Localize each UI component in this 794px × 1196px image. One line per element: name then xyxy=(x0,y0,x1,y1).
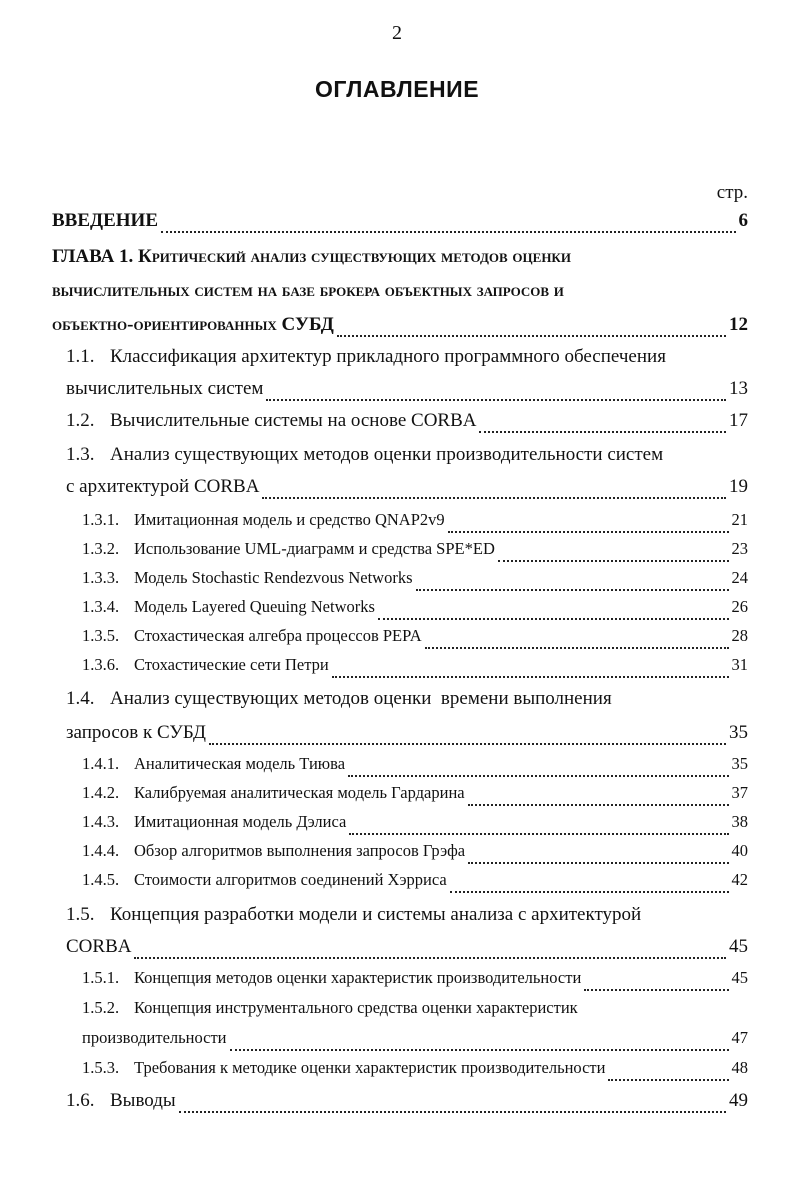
toc-entry-text: Стохастические сети Петри xyxy=(134,655,329,674)
toc-entry-number: 1.3.6. xyxy=(82,655,120,674)
toc-entry-text: Модель Layered Queuing Networks xyxy=(134,597,375,616)
toc-entry-page: 47 xyxy=(731,1028,748,1047)
toc-entry-text: вычислительных систем на базе брокера объектных запросов и xyxy=(52,280,564,301)
toc-entry-1-2[interactable] xyxy=(66,410,748,438)
dot-leader xyxy=(348,774,728,777)
toc-entry-1-4-4[interactable] xyxy=(82,841,748,869)
dot-leader xyxy=(584,988,728,991)
toc-entry-page: 40 xyxy=(731,841,748,860)
toc-entry-1-4-2[interactable] xyxy=(82,783,748,811)
toc-entry-text: Стохастическая алгебра процессов PEPA xyxy=(134,626,422,645)
toc-entry-page: 26 xyxy=(731,597,748,616)
toc-entry-1-5-2-line-1[interactable] xyxy=(82,998,748,1026)
toc-entry-1-3-3[interactable] xyxy=(82,568,748,596)
toc-entry-1-3-5[interactable] xyxy=(82,626,748,654)
toc-entry-number: 1.5.3. xyxy=(82,1058,120,1077)
dot-leader xyxy=(608,1078,728,1081)
dot-leader xyxy=(448,530,729,533)
toc-entry-page: 45 xyxy=(729,936,748,957)
dot-leader xyxy=(479,430,726,433)
toc-entry-1-1-line-2[interactable] xyxy=(66,378,748,406)
toc-entry-number: 1.5. xyxy=(66,904,95,925)
toc-entry-chapter-1-line-2[interactable] xyxy=(52,280,748,308)
toc-entry-text: Выводы xyxy=(110,1090,176,1111)
toc-entry-text: запросов к СУБД xyxy=(66,722,206,743)
dot-leader xyxy=(416,588,729,591)
toc-entry-page: 23 xyxy=(731,539,748,558)
toc-entry-text: Концепция методов оценки характеристик производительности xyxy=(134,968,582,987)
page-column-label: стр. xyxy=(716,182,748,203)
toc-entry-text: Обзор алгоритмов выполнения запросов Грэфа xyxy=(134,841,466,860)
toc-entry-text: Использование UML-диаграмм и средства SPE*ED xyxy=(134,539,495,558)
toc-entry-page: 17 xyxy=(729,410,748,431)
dot-leader xyxy=(134,956,726,959)
toc-entry-number: 1.4. xyxy=(66,688,95,709)
toc-entry-1-3-4[interactable] xyxy=(82,597,748,625)
dot-leader xyxy=(230,1048,729,1051)
dot-leader xyxy=(209,742,726,745)
toc-entry-number: 1.6. xyxy=(66,1090,95,1111)
toc-entry-text: Имитационная модель и средство QNAP2v9 xyxy=(134,510,445,529)
toc-entry-text: Концепция разработки модели и системы анализа с архитектурой xyxy=(110,904,642,925)
toc-entry-number: 1.3.2. xyxy=(82,539,120,558)
toc-entry-text: CORBA xyxy=(66,936,132,957)
toc-entry-number: 1.2. xyxy=(66,410,95,431)
toc-entry-page: 37 xyxy=(731,783,748,802)
dot-leader xyxy=(450,890,729,893)
toc-entry-1-4-line-2[interactable] xyxy=(66,722,748,750)
toc-entry-1-5-line-1[interactable] xyxy=(66,904,748,932)
toc-entry-1-4-3[interactable] xyxy=(82,812,748,840)
toc-entry-text: Стоимости алгоритмов соединений Хэрриса xyxy=(134,870,447,889)
dot-leader xyxy=(425,646,729,649)
page-number: 2 xyxy=(392,22,402,44)
toc-entry-1-3-1[interactable] xyxy=(82,510,748,538)
toc-entry-number: 1.4.5. xyxy=(82,870,120,889)
toc-entry-page: 48 xyxy=(731,1058,748,1077)
toc-entry-text: Имитационная модель Дэлиса xyxy=(134,812,347,831)
toc-entry-number: 1.4.3. xyxy=(82,812,120,831)
toc-entry-text: Концепция инструментального средства оценки характеристик xyxy=(134,998,578,1017)
dot-leader xyxy=(161,230,736,233)
toc-entry-1-6[interactable] xyxy=(66,1090,748,1118)
toc-entry-1-4-line-1[interactable] xyxy=(66,688,748,716)
toc-entry-1-4-1[interactable] xyxy=(82,754,748,782)
toc-entry-chapter-1-line-1[interactable] xyxy=(52,246,748,274)
toc-entry-intro[interactable] xyxy=(52,210,748,238)
toc-entry-page: 45 xyxy=(731,968,748,987)
toc-entry-number: 1.3.5. xyxy=(82,626,120,645)
toc-entry-text: Вычислительные системы на основе CORBA xyxy=(110,410,477,431)
toc-entry-page: 21 xyxy=(731,510,748,529)
toc-entry-text: Модель Stochastic Rendezvous Networks xyxy=(134,568,413,587)
toc-entry-page: 38 xyxy=(731,812,748,831)
toc-entry-text: Калибруемая аналитическая модель Гардарина xyxy=(134,783,465,802)
toc-entry-page: 35 xyxy=(729,722,748,743)
toc-entry-number: 1.5.1. xyxy=(82,968,120,987)
dot-leader xyxy=(337,334,726,337)
toc-entry-text: Анализ существующих методов оценки производительности систем xyxy=(110,444,664,465)
dot-leader xyxy=(468,803,729,806)
toc-entry-page: 49 xyxy=(729,1090,748,1111)
toc-entry-number: 1.3.4. xyxy=(82,597,120,616)
toc-entry-1-5-2-line-2[interactable] xyxy=(82,1028,748,1056)
dot-leader xyxy=(349,832,728,835)
toc-entry-text: производительности xyxy=(82,1028,227,1047)
toc-entry-number: 1.4.2. xyxy=(82,783,120,802)
dot-leader xyxy=(468,861,728,864)
toc-entry-1-5-line-2[interactable] xyxy=(66,936,748,964)
toc-entry-text: Анализ существующих методов оценки времени выполнения xyxy=(110,688,612,709)
toc-entry-number: 1.3.1. xyxy=(82,510,120,529)
dot-leader xyxy=(262,496,726,499)
page-title: ОГЛАВЛЕНИЕ xyxy=(314,76,480,102)
toc-entry-1-5-3[interactable] xyxy=(82,1058,748,1086)
dot-leader xyxy=(179,1110,726,1113)
toc-entry-page: 35 xyxy=(731,754,748,773)
toc-entry-1-4-5[interactable] xyxy=(82,870,748,898)
toc-entry-1-3-6[interactable] xyxy=(82,655,748,683)
toc-entry-text: Классификация архитектур прикладного программного обеспечения xyxy=(110,346,666,367)
dot-leader xyxy=(266,398,726,401)
toc-entry-text: вычислительных систем xyxy=(66,378,264,399)
toc-entry-1-1-line-1[interactable] xyxy=(66,346,748,374)
toc-entry-text: ВВЕДЕНИЕ xyxy=(52,210,158,231)
toc-entry-chapter-1-line-3[interactable] xyxy=(52,314,748,342)
toc-entry-page: 19 xyxy=(729,476,748,497)
toc-entry-number: 1.3.3. xyxy=(82,568,120,587)
toc-entry-number: 1.4.4. xyxy=(82,841,120,860)
toc-entry-1-3-2[interactable] xyxy=(82,539,748,567)
dot-leader xyxy=(378,617,729,620)
toc-entry-text: объектно-ориентированных СУБД xyxy=(52,314,334,335)
dot-leader xyxy=(498,559,729,562)
toc-entry-page: 28 xyxy=(731,626,748,645)
toc-entry-text: с архитектурой CORBA xyxy=(66,476,260,497)
toc-entry-page: 24 xyxy=(731,568,748,587)
toc-entry-page: 6 xyxy=(738,210,748,231)
toc-entry-page: 42 xyxy=(731,870,748,889)
toc-entry-text: ГЛАВА 1. Критический анализ существующих методов оценки xyxy=(52,246,571,267)
toc-entry-number: 1.4.1. xyxy=(82,754,120,773)
toc-entry-text: Аналитическая модель Тиюва xyxy=(134,754,346,773)
toc-entry-1-3-line-1[interactable] xyxy=(66,444,748,472)
dot-leader xyxy=(332,675,729,678)
toc-entry-page: 12 xyxy=(729,314,748,335)
toc-entry-1-5-1[interactable] xyxy=(82,968,748,996)
toc-entry-number: 1.3. xyxy=(66,444,95,465)
toc-entry-1-3-line-2[interactable] xyxy=(66,476,748,504)
toc-entry-page: 13 xyxy=(729,378,748,399)
toc-entry-text: Требования к методике оценки характеристик производительности xyxy=(134,1058,606,1077)
toc-entry-page: 31 xyxy=(731,655,748,674)
toc-entry-number: 1.1. xyxy=(66,346,95,367)
toc-entry-number: 1.5.2. xyxy=(82,998,120,1017)
